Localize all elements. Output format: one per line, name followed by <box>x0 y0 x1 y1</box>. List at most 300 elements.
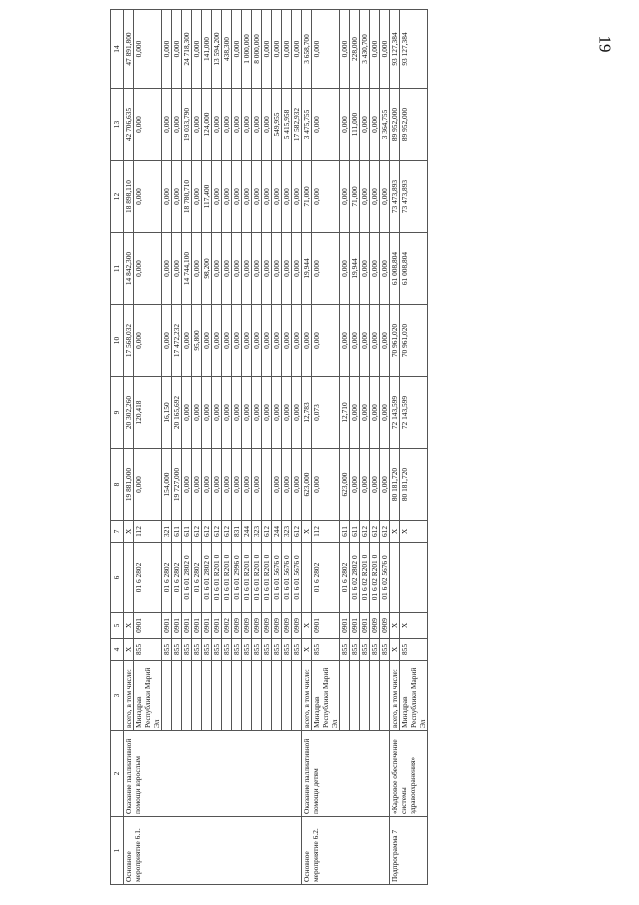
col-header: 8 <box>111 449 124 521</box>
grbs-code: 855 <box>350 639 360 661</box>
amount-cell: 18 898,110 <box>124 161 134 233</box>
amount-cell: 0,000 <box>370 449 380 521</box>
amount-cell: 20 165,692 <box>172 377 182 449</box>
target-article-code: 01 6 01 2802 0 <box>182 543 192 613</box>
amount-cell: 93 127,384 <box>390 10 400 89</box>
amount-cell: 0,000 <box>262 233 272 305</box>
amount-cell: 0,000 <box>282 161 292 233</box>
section-code: 0909 <box>370 613 380 639</box>
amount-cell: 0,000 <box>370 305 380 377</box>
amount-cell: 0,000 <box>134 305 162 377</box>
amount-cell: 0,000 <box>202 377 212 449</box>
amount-cell: 0,000 <box>134 449 162 521</box>
expense-type-code: 612 <box>222 521 232 543</box>
row-label <box>162 661 172 731</box>
amount-cell: 0,000 <box>212 305 222 377</box>
amount-cell: 0,000 <box>360 305 370 377</box>
amount-cell: 61 008,804 <box>390 233 400 305</box>
grbs-code: X <box>302 639 312 661</box>
row-label <box>272 661 282 731</box>
amount-cell: 0,000 <box>380 305 390 377</box>
amount-cell: 95,800 <box>192 305 202 377</box>
amount-cell: 0,000 <box>222 161 232 233</box>
row-label: всего, в том числе: <box>124 661 134 731</box>
row-label <box>192 661 202 731</box>
section-code: 0909 <box>282 613 292 639</box>
section-code: X <box>124 613 134 639</box>
amount-cell: 80 181,720 <box>390 449 400 521</box>
amount-cell: 120,418 <box>134 377 162 449</box>
target-article-code: 01 6 01 2802 0 <box>202 543 212 613</box>
target-article-code <box>302 543 312 613</box>
amount-cell: 0,000 <box>282 233 292 305</box>
amount-cell: 0,000 <box>360 161 370 233</box>
row-label <box>222 661 232 731</box>
section-code: 0901 <box>182 613 192 639</box>
amount-cell: 14 744,100 <box>182 233 192 305</box>
amount-cell: 70 961,020 <box>400 305 428 377</box>
col-header: 7 <box>111 521 124 543</box>
amount-cell: 0,000 <box>360 89 370 161</box>
amount-cell: 0,000 <box>222 233 232 305</box>
amount-cell: 0,000 <box>272 161 282 233</box>
amount-cell: 0,000 <box>212 377 222 449</box>
amount-cell: 0,000 <box>252 449 262 521</box>
col-header: 5 <box>111 613 124 639</box>
grbs-code: 855 <box>182 639 192 661</box>
grbs-code: 855 <box>242 639 252 661</box>
amount-cell: 0,000 <box>134 233 162 305</box>
expense-type-code: 612 <box>262 521 272 543</box>
expense-type-code: X <box>390 521 400 543</box>
target-article-code: 01 6 01 5676 0 <box>282 543 292 613</box>
amount-cell: 0,000 <box>134 89 162 161</box>
section-code: 0901 <box>162 613 172 639</box>
amount-cell: 0,000 <box>232 233 242 305</box>
amount-cell: 0,000 <box>340 161 350 233</box>
section-code: 0909 <box>252 613 262 639</box>
amount-cell: 623,000 <box>302 449 312 521</box>
amount-cell: 0,000 <box>212 161 222 233</box>
grbs-code: 855 <box>202 639 212 661</box>
amount-cell: 3 430,700 <box>360 10 370 89</box>
row-label <box>292 661 302 731</box>
amount-cell: 0,000 <box>350 305 360 377</box>
target-article-code: 01 6 01 2996 0 <box>232 543 242 613</box>
amount-cell: 0,000 <box>370 161 380 233</box>
amount-cell: 8 000,000 <box>252 10 262 89</box>
target-article-code: 01 6 01 R201 0 <box>212 543 222 613</box>
expense-type-code: 611 <box>182 521 192 543</box>
row-label <box>340 661 350 731</box>
block-name: Оказание паллиативной помощи детям <box>302 731 390 817</box>
amount-cell: 0,000 <box>272 10 282 89</box>
amount-cell: 0,000 <box>252 305 262 377</box>
target-article-code <box>390 543 400 613</box>
amount-cell: 0,000 <box>360 233 370 305</box>
amount-cell: 0,000 <box>282 10 292 89</box>
amount-cell: 0,000 <box>360 377 370 449</box>
expense-type-code: 611 <box>172 521 182 543</box>
amount-cell: 0,000 <box>282 305 292 377</box>
expense-type-code: 611 <box>350 521 360 543</box>
col-header: 6 <box>111 543 124 613</box>
amount-cell: 71,000 <box>302 161 312 233</box>
section-code: 0901 <box>172 613 182 639</box>
budget-table-landscape <box>110 20 638 885</box>
amount-cell: 0,000 <box>222 449 232 521</box>
amount-cell: 0,000 <box>192 161 202 233</box>
amount-cell: 72 143,599 <box>400 377 428 449</box>
amount-cell: 623,000 <box>340 449 350 521</box>
amount-cell: 0,000 <box>370 377 380 449</box>
amount-cell: 0,000 <box>282 377 292 449</box>
block-code: Основное мероприятие 6.1. <box>124 817 302 885</box>
amount-cell: 0,000 <box>242 305 252 377</box>
target-article-code <box>400 543 428 613</box>
grbs-code: 855 <box>292 639 302 661</box>
expense-type-code: 323 <box>252 521 262 543</box>
amount-cell: 19 881,000 <box>124 449 134 521</box>
row-label <box>262 661 272 731</box>
column-number-row <box>111 10 124 885</box>
amount-cell: 0,000 <box>292 305 302 377</box>
section-code: X <box>390 613 400 639</box>
budget-table <box>110 9 428 885</box>
amount-cell: 0,000 <box>222 89 232 161</box>
amount-cell: 0,000 <box>282 449 292 521</box>
amount-cell: 0,000 <box>162 305 172 377</box>
amount-cell: 24 718,300 <box>182 10 192 89</box>
amount-cell: 0,000 <box>232 161 242 233</box>
amount-cell: 18 780,710 <box>182 161 192 233</box>
amount-cell: 0,000 <box>232 449 242 521</box>
amount-cell: 0,000 <box>182 449 192 521</box>
amount-cell: 89 952,000 <box>400 89 428 161</box>
amount-cell: 98,200 <box>202 233 212 305</box>
expense-type-code: X <box>124 521 134 543</box>
section-code: 0901 <box>312 613 340 639</box>
amount-cell: 0,000 <box>340 89 350 161</box>
amount-cell: 0,000 <box>222 377 232 449</box>
amount-cell: 141,000 <box>202 10 212 89</box>
grbs-code: X <box>124 639 134 661</box>
amount-cell: 154,000 <box>162 449 172 521</box>
amount-cell: 71,000 <box>350 161 360 233</box>
amount-cell: 0,000 <box>172 10 182 89</box>
amount-cell: 12,710 <box>340 377 350 449</box>
section-code: X <box>302 613 312 639</box>
amount-cell: 124,000 <box>202 89 212 161</box>
expense-type-code: X <box>400 521 428 543</box>
amount-cell: 0,000 <box>292 377 302 449</box>
row-label <box>232 661 242 731</box>
row-label <box>350 661 360 731</box>
amount-cell: 5 415,958 <box>282 89 292 161</box>
amount-cell: 0,000 <box>350 377 360 449</box>
row-label <box>252 661 262 731</box>
amount-cell: 3 364,755 <box>380 89 390 161</box>
table-row <box>302 10 312 885</box>
section-code: 0909 <box>272 613 282 639</box>
expense-type-code: 323 <box>282 521 292 543</box>
target-article-code: 01 6 02 5676 0 <box>380 543 390 613</box>
amount-cell: 1 000,000 <box>242 10 252 89</box>
amount-cell: 0,000 <box>232 377 242 449</box>
section-code: 0901 <box>202 613 212 639</box>
amount-cell: 0,000 <box>292 10 302 89</box>
grbs-code: X <box>390 639 400 661</box>
amount-cell: 0,000 <box>182 305 192 377</box>
amount-cell: 73 473,893 <box>390 161 400 233</box>
amount-cell: 0,000 <box>380 377 390 449</box>
target-article-code: 01 6 02 2802 0 <box>350 543 360 613</box>
amount-cell: 19,944 <box>350 233 360 305</box>
target-article-code: 01 6 2802 <box>172 543 182 613</box>
amount-cell: 0,000 <box>252 161 262 233</box>
col-header: 3 <box>111 661 124 731</box>
grbs-code: 855 <box>312 639 340 661</box>
table-body <box>124 10 428 885</box>
expense-type-code: 244 <box>242 521 252 543</box>
grbs-code: 855 <box>172 639 182 661</box>
amount-cell: 73 473,893 <box>400 161 428 233</box>
amount-cell: 0,000 <box>242 377 252 449</box>
grbs-code: 855 <box>134 639 162 661</box>
amount-cell: 70 961,020 <box>390 305 400 377</box>
amount-cell: 0,000 <box>272 233 282 305</box>
row-label <box>242 661 252 731</box>
grbs-code: 855 <box>262 639 272 661</box>
block-name: Оказание паллиативной помощи взрослым <box>124 731 302 817</box>
row-label: Минздрав Республики Марий Эл <box>134 661 162 731</box>
amount-cell: 17 582,932 <box>292 89 302 161</box>
amount-cell: 0,000 <box>192 377 202 449</box>
target-article-code: 01 6 2802 <box>162 543 172 613</box>
expense-type-code: 612 <box>212 521 222 543</box>
col-header: 4 <box>111 639 124 661</box>
grbs-code: 855 <box>192 639 202 661</box>
amount-cell: 0,000 <box>292 161 302 233</box>
grbs-code: 855 <box>400 639 428 661</box>
amount-cell: 47 891,800 <box>124 10 134 89</box>
block-code: Основное мероприятие 6.2. <box>302 817 390 885</box>
col-header: 1 <box>111 817 124 885</box>
row-label: всего, в том числе: <box>390 661 400 731</box>
amount-cell: 0,000 <box>162 233 172 305</box>
col-header: 13 <box>111 89 124 161</box>
amount-cell: 0,000 <box>340 305 350 377</box>
amount-cell: 0,000 <box>212 89 222 161</box>
amount-cell: 0,000 <box>134 10 162 89</box>
expense-type-code: 612 <box>202 521 212 543</box>
section-code: 0902 <box>222 613 232 639</box>
expense-type-code: 321 <box>162 521 172 543</box>
grbs-code: 855 <box>370 639 380 661</box>
amount-cell: 0,000 <box>192 449 202 521</box>
amount-cell: 0,000 <box>340 233 350 305</box>
target-article-code <box>124 543 134 613</box>
section-code: 0909 <box>292 613 302 639</box>
amount-cell: 0,000 <box>172 233 182 305</box>
target-article-code: 01 6 01 R201 0 <box>222 543 232 613</box>
amount-cell: 80 181,720 <box>400 449 428 521</box>
target-article-code: 01 6 2802 <box>134 543 162 613</box>
section-code: 0909 <box>380 613 390 639</box>
amount-cell: 0,000 <box>360 449 370 521</box>
grbs-code: 855 <box>380 639 390 661</box>
amount-cell: 3 658,700 <box>302 10 312 89</box>
amount-cell: 0,000 <box>262 89 272 161</box>
amount-cell: 20 302,260 <box>124 377 134 449</box>
amount-cell: 0,000 <box>182 377 192 449</box>
amount-cell: 0,000 <box>302 305 312 377</box>
expense-type-code: 611 <box>340 521 350 543</box>
grbs-code: 855 <box>272 639 282 661</box>
amount-cell: 0,000 <box>212 449 222 521</box>
amount-cell: 0,000 <box>252 233 262 305</box>
section-code: 0901 <box>350 613 360 639</box>
amount-cell: 0,000 <box>312 305 340 377</box>
section-code: 0901 <box>340 613 350 639</box>
amount-cell: 0,000 <box>350 449 360 521</box>
amount-cell: 0,000 <box>192 89 202 161</box>
section-code: X <box>400 613 428 639</box>
amount-cell: 228,000 <box>350 10 360 89</box>
amount-cell: 0,000 <box>262 10 272 89</box>
target-article-code: 01 6 2802 <box>340 543 350 613</box>
section-code: 0909 <box>232 613 242 639</box>
target-article-code: 01 6 2802 <box>192 543 202 613</box>
grbs-code: 855 <box>252 639 262 661</box>
amount-cell: 61 008,804 <box>400 233 428 305</box>
amount-cell: 93 127,384 <box>400 10 428 89</box>
amount-cell: 0,000 <box>242 89 252 161</box>
grbs-code: 855 <box>360 639 370 661</box>
amount-cell: 17 568,032 <box>124 305 134 377</box>
grbs-code: 855 <box>212 639 222 661</box>
amount-cell: 19 033,790 <box>182 89 192 161</box>
amount-cell: 0,000 <box>272 449 282 521</box>
amount-cell: 0,000 <box>232 89 242 161</box>
grbs-code: 855 <box>282 639 292 661</box>
amount-cell: 0,000 <box>232 305 242 377</box>
block-name: «Кадровое обеспечение системы здравоохранения» <box>390 731 428 817</box>
target-article-code: 01 6 2802 <box>312 543 340 613</box>
col-header: 2 <box>111 731 124 817</box>
target-article-code: 01 6 01 5676 0 <box>292 543 302 613</box>
amount-cell: 0,000 <box>370 233 380 305</box>
col-header: 11 <box>111 233 124 305</box>
amount-cell: 0,073 <box>312 377 340 449</box>
expense-type-code: 612 <box>360 521 370 543</box>
amount-cell: 0,000 <box>312 161 340 233</box>
amount-cell: 0,000 <box>242 449 252 521</box>
table-row <box>390 10 400 885</box>
grbs-code: 855 <box>222 639 232 661</box>
amount-cell: 0,000 <box>242 161 252 233</box>
expense-type-code: 831 <box>232 521 242 543</box>
col-header: 10 <box>111 305 124 377</box>
amount-cell: 0,000 <box>312 449 340 521</box>
amount-cell: 0,000 <box>380 233 390 305</box>
amount-cell: 0,000 <box>380 161 390 233</box>
amount-cell: 0,000 <box>162 10 172 89</box>
amount-cell <box>262 449 272 521</box>
amount-cell: 0,000 <box>134 161 162 233</box>
grbs-code: 855 <box>232 639 242 661</box>
amount-cell: 0,000 <box>370 89 380 161</box>
expense-type-code: X <box>302 521 312 543</box>
page-number: 19 <box>595 35 615 53</box>
target-article-code: 01 6 02 R201 0 <box>360 543 370 613</box>
amount-cell: 0,000 <box>172 89 182 161</box>
amount-cell: 19,944 <box>302 233 312 305</box>
row-label <box>212 661 222 731</box>
target-article-code: 01 6 02 R201 0 <box>370 543 380 613</box>
section-code: 0901 <box>360 613 370 639</box>
amount-cell: 0,000 <box>262 161 272 233</box>
amount-cell: 0,000 <box>252 89 262 161</box>
amount-cell: 0,000 <box>312 89 340 161</box>
expense-type-code: 112 <box>134 521 162 543</box>
amount-cell: 0,000 <box>162 161 172 233</box>
col-header: 12 <box>111 161 124 233</box>
expense-type-code: 612 <box>292 521 302 543</box>
amount-cell: 0,000 <box>340 10 350 89</box>
amount-cell: 0,000 <box>292 233 302 305</box>
expense-type-code: 244 <box>272 521 282 543</box>
amount-cell: 117,400 <box>202 161 212 233</box>
col-header: 14 <box>111 10 124 89</box>
amount-cell: 14 842,300 <box>124 233 134 305</box>
amount-cell: 72 143,599 <box>390 377 400 449</box>
expense-type-code: 612 <box>380 521 390 543</box>
amount-cell: 549,955 <box>272 89 282 161</box>
target-article-code: 01 6 01 R201 0 <box>242 543 252 613</box>
amount-cell: 3 475,755 <box>302 89 312 161</box>
target-article-code: 01 6 01 R201 0 <box>262 543 272 613</box>
section-code: 0901 <box>192 613 202 639</box>
amount-cell: 0,000 <box>172 161 182 233</box>
block-code: Подпрограмма 7 <box>390 817 428 885</box>
amount-cell: 0,000 <box>192 10 202 89</box>
row-label: всего, в том числе: <box>302 661 312 731</box>
amount-cell: 0,000 <box>212 233 222 305</box>
expense-type-code: 612 <box>370 521 380 543</box>
expense-type-code: 612 <box>192 521 202 543</box>
amount-cell: 0,000 <box>272 305 282 377</box>
amount-cell: 0,000 <box>252 377 262 449</box>
amount-cell: 0,000 <box>272 377 282 449</box>
amount-cell: 0,000 <box>380 10 390 89</box>
amount-cell: 438,300 <box>222 10 232 89</box>
amount-cell: 0,000 <box>162 89 172 161</box>
row-label <box>380 661 390 731</box>
amount-cell: 0,000 <box>222 305 232 377</box>
amount-cell: 19 727,000 <box>172 449 182 521</box>
amount-cell: 16,150 <box>162 377 172 449</box>
target-article-code: 01 6 01 5676 0 <box>272 543 282 613</box>
row-label <box>182 661 192 731</box>
grbs-code: 855 <box>340 639 350 661</box>
row-label <box>202 661 212 731</box>
amount-cell: 0,000 <box>380 449 390 521</box>
row-label: Минздрав Республики Марий Эл <box>400 661 428 731</box>
amount-cell: 0,000 <box>242 233 252 305</box>
amount-cell: 0,000 <box>312 10 340 89</box>
amount-cell: 0,000 <box>202 449 212 521</box>
